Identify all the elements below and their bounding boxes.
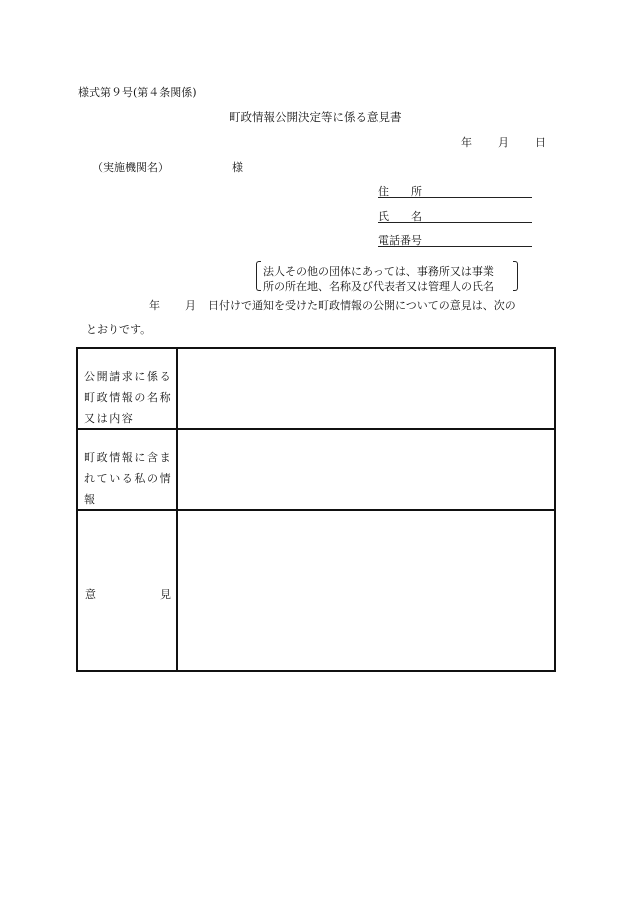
name-label: 氏 名 [378,210,422,223]
table-row-my-information [78,430,554,511]
body-month: 月 [185,299,196,312]
corporate-note [256,260,518,293]
opinion-label-left: 意 [85,588,96,601]
addressee-org: （実施機関名） [92,161,169,174]
table-row-opinion [78,511,554,670]
name-underline [378,222,532,223]
label-cell [78,511,178,670]
phone-underline [378,246,532,247]
date-day: 日 [535,136,546,149]
label-cell [78,349,178,428]
address-underline [378,197,532,198]
opinion-field[interactable] [178,511,554,670]
opinion-table [76,347,556,672]
phone-label: 電話番号 [378,234,422,247]
opinion-label-right: 見 [160,588,171,601]
address-label: 住 所 [378,185,422,198]
addressee-honorific: 様 [232,161,243,174]
body-year: 年 [149,299,160,312]
corporate-note-line1: 法人その他の団体にあっては、事務所又は事業 [263,265,494,278]
form-number: 様式第９号(第４条関係) [78,86,197,99]
bracket-left [256,261,261,291]
document-title: 町政情報公開決定等に係る意見書 [229,110,402,124]
my-information-field[interactable] [178,430,554,509]
body-sentence-line1: 日付けで通知を受けた町政情報の公開についての意見は、次の [208,299,516,312]
bracket-right [513,261,518,291]
date-year: 年 [461,136,472,149]
document-name-field[interactable] [178,349,554,428]
date-month: 月 [498,136,509,149]
my-information-label: 町政情報に含まれている私の情報 [84,451,173,506]
document-name-label: 公開請求に係る町政情報の名称又は内容 [84,370,173,425]
corporate-note-line2: 所の所在地、名称及び代表者又は管理人の氏名 [263,280,494,293]
table-row-document-name [78,349,554,430]
body-sentence-line2: とおりです。 [86,323,152,336]
label-cell [78,430,178,509]
